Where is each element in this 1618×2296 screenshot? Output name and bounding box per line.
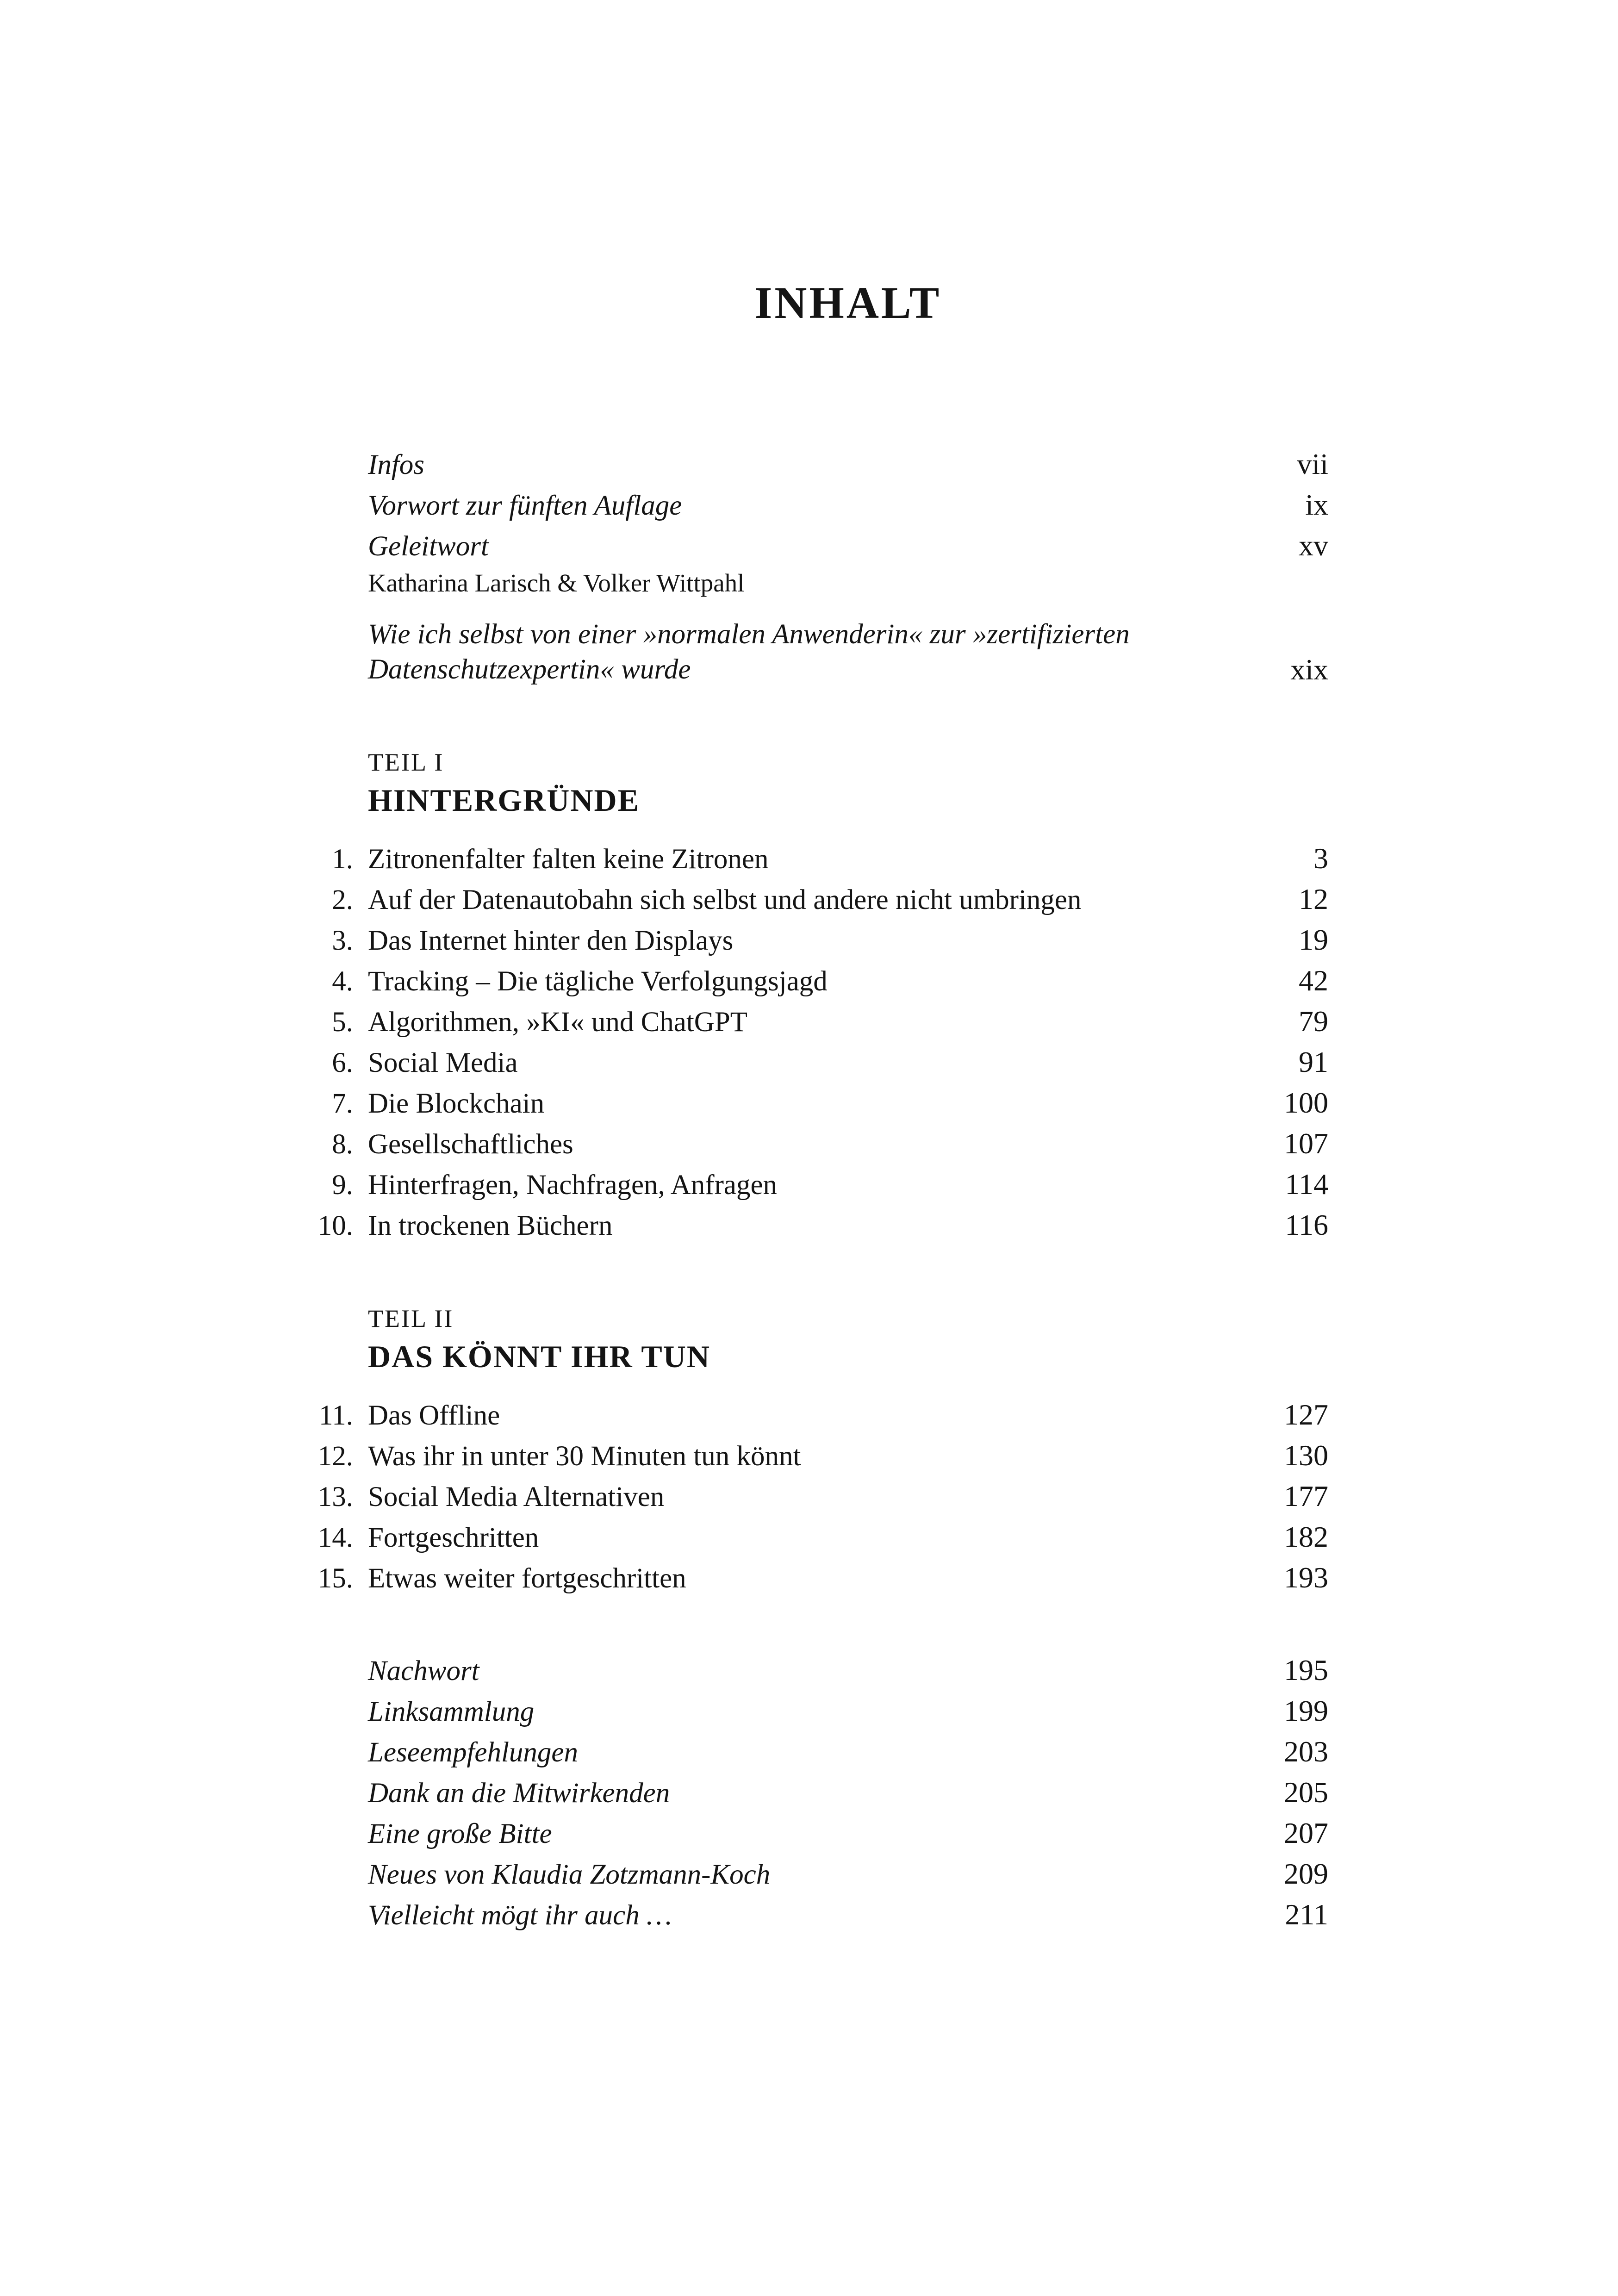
chapter-title: Algorithmen, »KI« und ChatGPT	[368, 1007, 748, 1038]
chapter-title: Social Media	[368, 1047, 518, 1078]
chapter-title: Das Offline	[368, 1400, 500, 1431]
entry-page-number: 12	[1299, 883, 1328, 915]
entry-page-number: 199	[1284, 1694, 1328, 1727]
chapter-title: Was ihr in unter 30 Minuten tun könnt	[368, 1441, 801, 1472]
chapter-title: Etwas weiter fortgeschritten	[368, 1563, 686, 1594]
entry-label: Geleitwort	[368, 531, 489, 562]
entry-label-group	[368, 486, 1282, 526]
table-of-contents	[317, 444, 1328, 1935]
toc-entry	[332, 839, 1328, 879]
entry-page-number: ix	[1305, 488, 1328, 521]
entry-page-number: 79	[1299, 1005, 1328, 1038]
entry-page-number: xix	[1290, 653, 1328, 686]
chapter-number: 2.	[332, 884, 353, 915]
entry-page-number: 207	[1284, 1817, 1328, 1849]
entry-label: Leseempfehlungen	[368, 1737, 578, 1768]
chapter-number: 9.	[332, 1170, 353, 1201]
toc-entry	[332, 1042, 1328, 1083]
chapter-title: Gesellschaftliches	[368, 1129, 573, 1160]
entry-label: Infos	[368, 449, 424, 480]
toc-entry	[368, 615, 1328, 690]
toc-entry	[332, 920, 1328, 961]
entry-page-number: 177	[1284, 1480, 1328, 1512]
toc-entry	[368, 444, 1328, 485]
chapter-title: Das Internet hinter den Displays	[368, 925, 734, 956]
toc-entry	[332, 879, 1328, 920]
entry-subtitle: Katharina Larisch & Volker Wittpahl	[368, 569, 745, 597]
chapter-number: 13.	[317, 1481, 353, 1512]
entry-page-number: 205	[1284, 1776, 1328, 1809]
chapter-title: Fortgeschritten	[368, 1522, 539, 1553]
entry-label: Vielleicht mögt ihr auch …	[368, 1900, 672, 1931]
chapter-number: 10.	[317, 1210, 353, 1241]
entry-label-group	[368, 1773, 1261, 1813]
entry-label-group	[368, 445, 1274, 485]
entry-label-group	[368, 1855, 1261, 1895]
chapter-title: Tracking – Die tägliche Verfolgungsjagd	[368, 966, 828, 997]
toc-entry	[319, 1395, 1328, 1436]
entry-label: Eine große Bitte	[368, 1818, 552, 1849]
chapter-number: 12.	[317, 1441, 353, 1472]
toc-entry	[332, 1083, 1328, 1124]
entry-label: Linksammlung	[368, 1696, 535, 1727]
toc-entry	[317, 1558, 1328, 1599]
toc-entry	[368, 1895, 1328, 1935]
toc-entry	[368, 526, 1328, 599]
toc-entry	[368, 485, 1328, 526]
entry-label-group	[368, 1814, 1261, 1854]
part-title: HINTERGRÜNDE	[368, 783, 640, 818]
entry-page-number: 203	[1284, 1735, 1328, 1768]
entry-page-number: xv	[1299, 529, 1328, 562]
part-title: DAS KÖNNT IHR TUN	[368, 1339, 710, 1374]
chapter-number: 8.	[332, 1129, 353, 1160]
part-label: TEIL I	[368, 748, 444, 776]
chapter-number: 5.	[332, 1007, 353, 1038]
entry-page-number: 100	[1284, 1086, 1328, 1119]
chapter-title: Social Media Alternativen	[368, 1481, 665, 1512]
entry-label: Vorwort zur fünften Auflage	[368, 490, 682, 521]
toc-entry	[332, 961, 1328, 1002]
entry-label-group	[368, 1692, 1261, 1732]
toc-entry	[317, 1436, 1328, 1476]
chapter-number: 1.	[332, 844, 353, 875]
entry-page-number: 107	[1284, 1127, 1328, 1160]
chapter-number: 7.	[332, 1088, 353, 1119]
entry-page-number: 114	[1285, 1168, 1328, 1201]
toc-entry	[368, 1650, 1328, 1691]
chapter-number: 15.	[317, 1563, 353, 1594]
toc-entry	[368, 1691, 1328, 1732]
toc-entry	[368, 1732, 1328, 1773]
page-title: INHALT	[754, 278, 942, 328]
toc-entry	[368, 1773, 1328, 1813]
entry-page-number: 19	[1299, 923, 1328, 956]
entry-label: Neues von Klaudia Zotzmann-Koch	[368, 1859, 771, 1890]
entry-label-group	[368, 615, 1267, 690]
entry-page-number: 211	[1285, 1898, 1328, 1931]
entry-page-number: 116	[1285, 1208, 1328, 1241]
chapter-title: In trockenen Büchern	[368, 1210, 613, 1241]
part-heading	[368, 1302, 1328, 1378]
entry-page-number: 127	[1284, 1398, 1328, 1431]
entry-label: Dank an die Mitwirkenden	[368, 1778, 670, 1809]
chapter-number: 4.	[332, 966, 353, 997]
entry-page-number: 195	[1284, 1654, 1328, 1686]
entry-page-number: 209	[1284, 1857, 1328, 1890]
chapter-title: Zitronenfalter falten keine Zitronen	[368, 844, 769, 875]
entry-page-number: vii	[1297, 448, 1328, 480]
chapter-title: Auf der Datenautobahn sich selbst und andere nicht umbringen	[368, 884, 1082, 915]
entry-page-number: 130	[1284, 1439, 1328, 1472]
part-label: TEIL II	[368, 1305, 454, 1332]
entry-label-group	[368, 1733, 1261, 1773]
entry-page-number: 91	[1299, 1045, 1328, 1078]
chapter-number: 11.	[319, 1400, 353, 1431]
entry-label-group	[368, 1896, 1262, 1935]
toc-entry	[332, 1164, 1328, 1205]
entry-page-number: 193	[1284, 1561, 1328, 1594]
chapter-number: 6.	[332, 1047, 353, 1078]
entry-label: Wie ich selbst von einer »normalen Anwenderin« zur »zertifizierten Datenschutzexpertin« wurde	[368, 619, 1130, 685]
chapter-number: 14.	[317, 1522, 353, 1553]
entry-label-group	[368, 527, 1276, 599]
toc-entry	[368, 1813, 1328, 1854]
back-matter	[368, 1650, 1328, 1935]
toc-entry	[332, 1124, 1328, 1164]
entry-label-group	[368, 1651, 1261, 1691]
toc-entry	[317, 1205, 1328, 1246]
entry-page-number: 42	[1299, 964, 1328, 997]
toc-entry	[317, 1517, 1328, 1558]
toc-entry	[368, 1854, 1328, 1895]
chapter-number: 3.	[332, 925, 353, 956]
toc-page	[317, 0, 1328, 1935]
chapter-title: Hinterfragen, Nachfragen, Anfragen	[368, 1170, 778, 1201]
entry-page-number: 182	[1284, 1520, 1328, 1553]
entry-page-number: 3	[1313, 842, 1328, 875]
toc-entry	[332, 1002, 1328, 1042]
toc-entry	[317, 1476, 1328, 1517]
entry-label: Nachwort	[368, 1655, 479, 1686]
part-heading	[368, 746, 1328, 822]
chapter-title: Die Blockchain	[368, 1088, 545, 1119]
